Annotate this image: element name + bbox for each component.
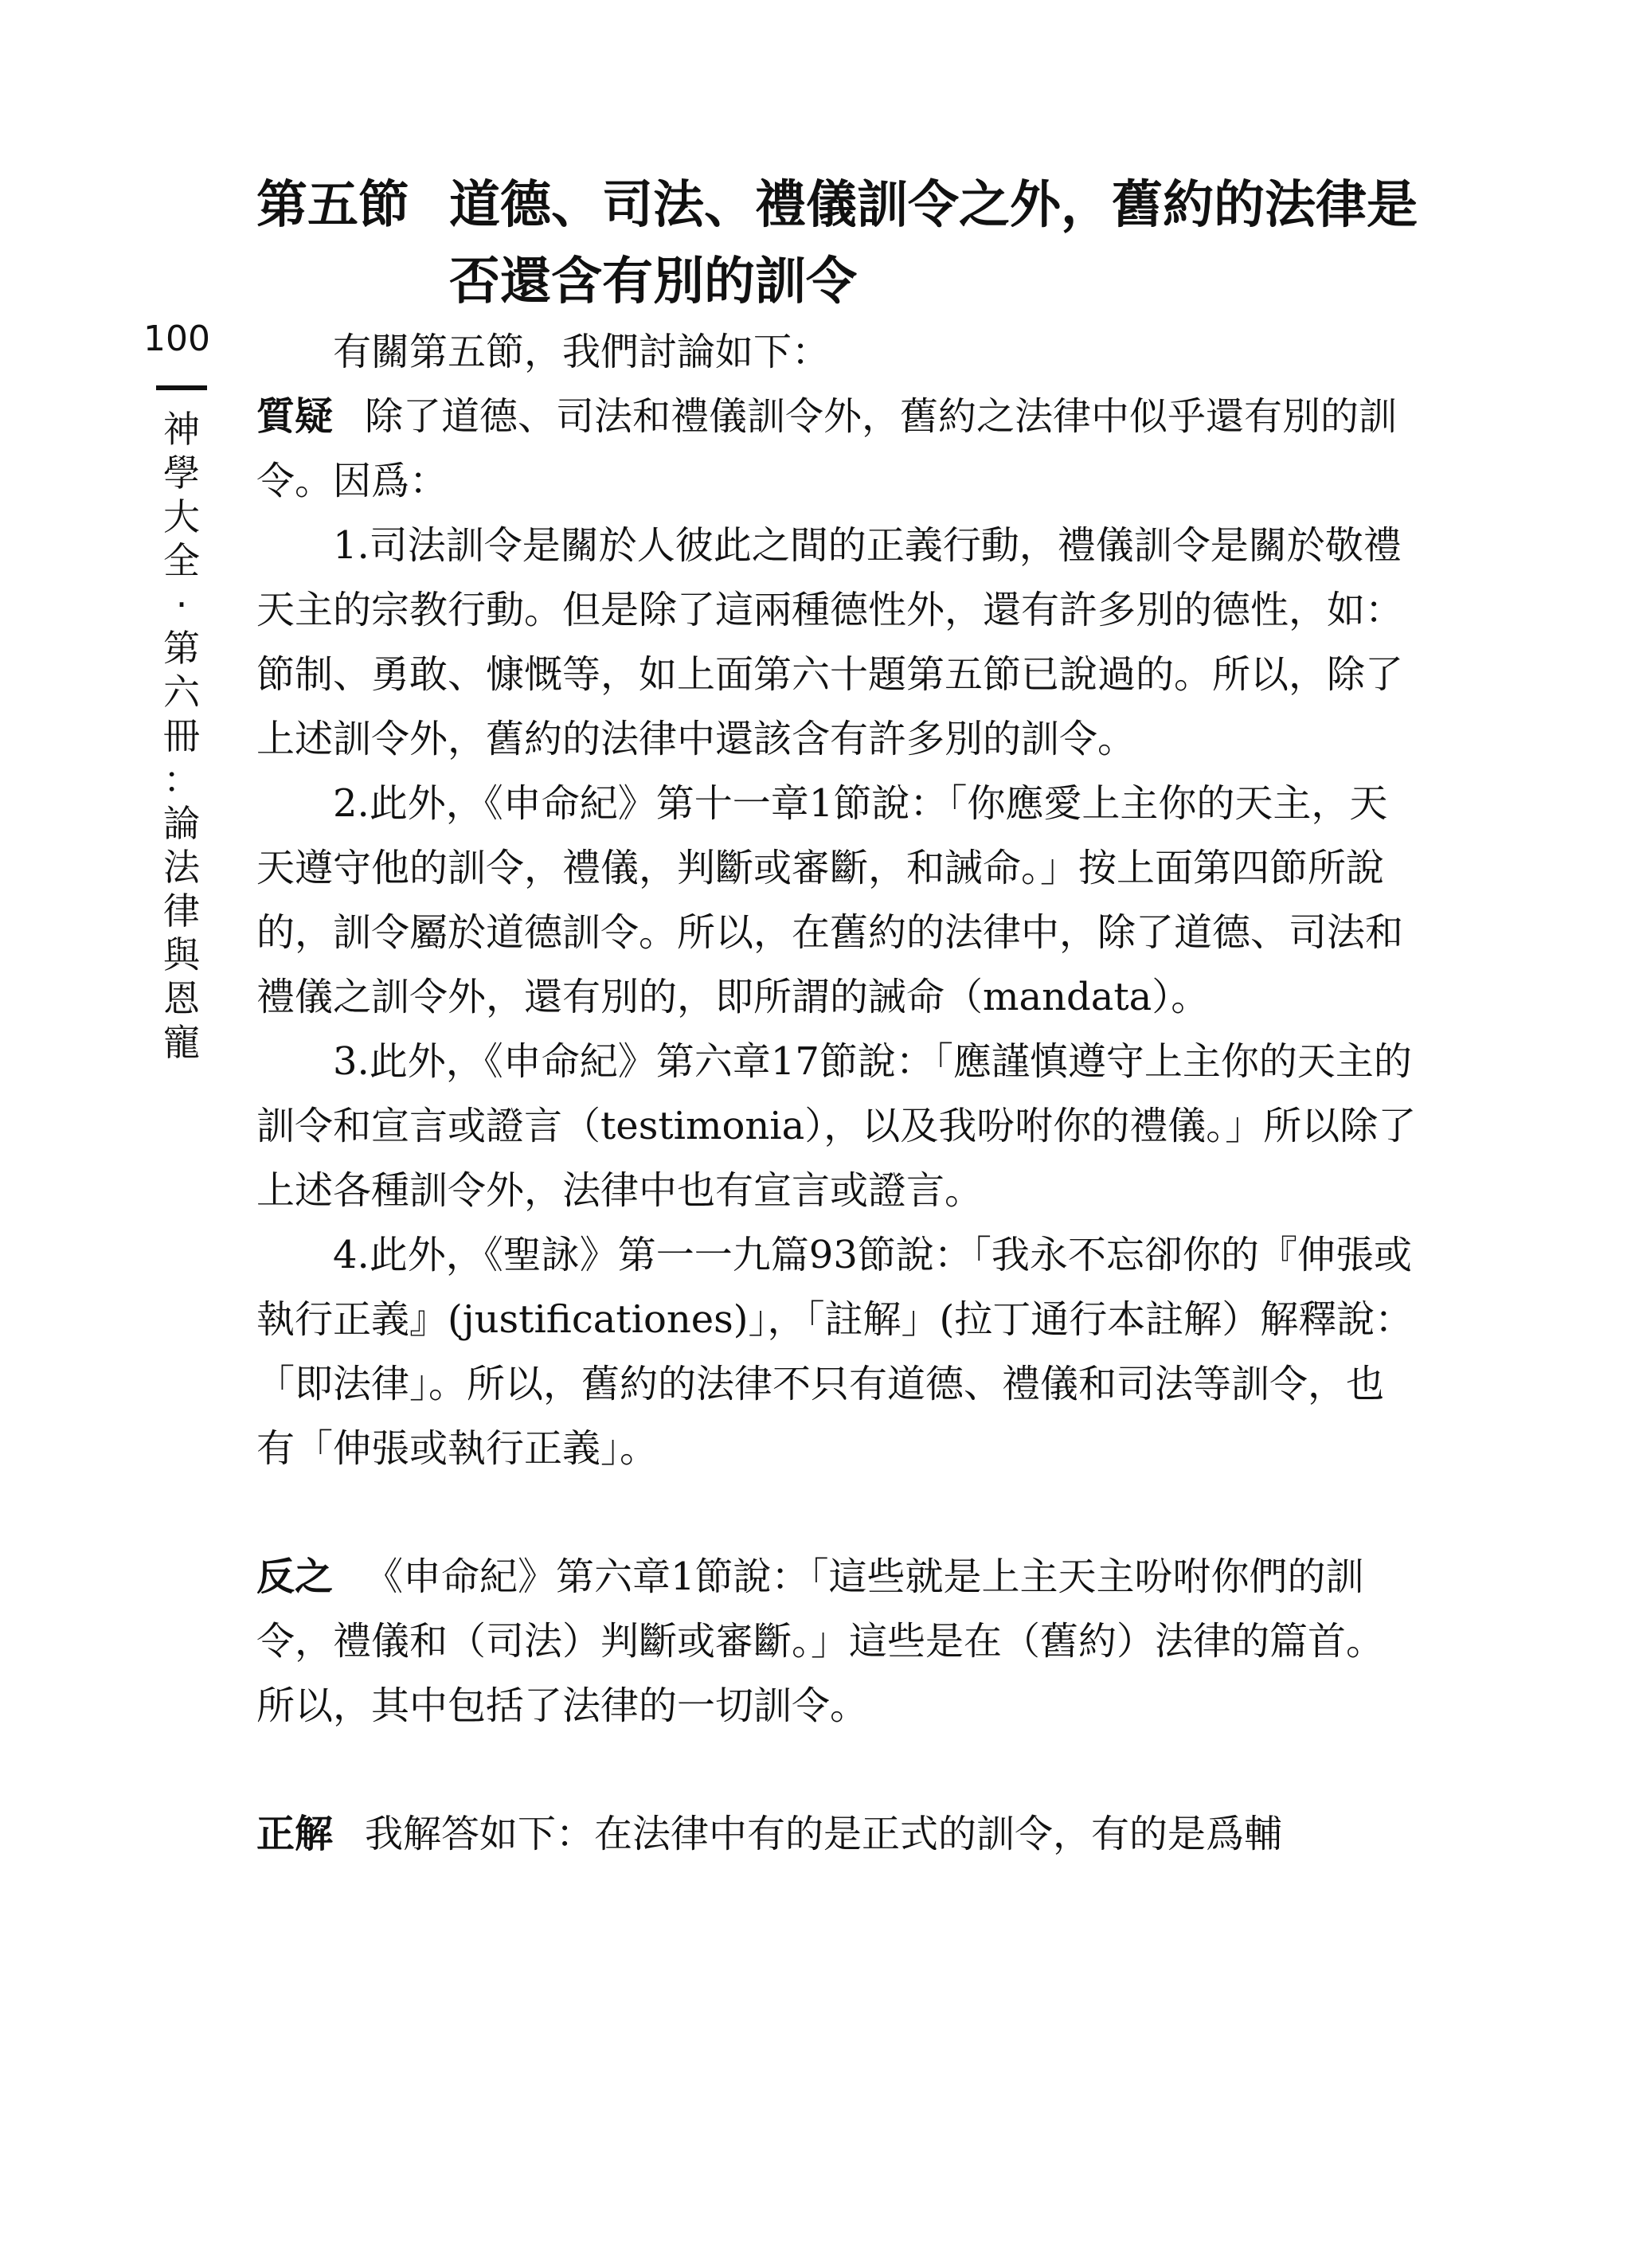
running-title-char: 第 bbox=[163, 627, 200, 670]
sed-contra-paragraph bbox=[256, 1545, 1419, 1738]
running-title-char: 全 bbox=[163, 539, 200, 582]
body-text bbox=[256, 320, 1419, 1867]
running-title-char: 大 bbox=[163, 495, 200, 538]
running-title-char: 六 bbox=[163, 671, 200, 714]
section-heading bbox=[256, 167, 1419, 320]
page-number: 100 bbox=[143, 319, 210, 359]
running-title-char: 法 bbox=[163, 846, 200, 889]
page-content bbox=[256, 167, 1419, 1867]
side-rule bbox=[156, 385, 207, 390]
running-title-char: 與 bbox=[163, 933, 200, 976]
running-title-char: 恩 bbox=[163, 977, 200, 1020]
objection-point-4: 4.此外，《聖詠》第一一九篇93節說：「我永不忘卻你的『伸張或執行正義』(justificationes)」，「註解」(拉丁通行本註解）解釋說：「即法律」。所以，舊約的法律不只有道德、禮儀和司法等訓令，也有「伸張或執行正義」。 bbox=[256, 1233, 1414, 1471]
objection-text: 除了道德、司法和禮儀訓令外，舊約之法律中似乎還有別的訓令。因爲： bbox=[256, 394, 1398, 503]
response-label: 正解 bbox=[256, 1812, 334, 1856]
objection-point-2: 2.此外，《申命紀》第十一章1節說：「你應愛上主你的天主，天天遵守他的訓令，禮儀，判斷或審斷，和誡命。」按上面第四節所說的，訓令屬於道德訓令。所以，在舊約的法律中，除了道德、司法和禮儀之訓令外，還有別的，即所謂的誡命（mandata）。 bbox=[256, 781, 1404, 1019]
running-title-char: 論 bbox=[163, 802, 200, 845]
section-title: 道德、司法、禮儀訓令之外，舊約的法律是否還含有別的訓令 bbox=[449, 175, 1418, 311]
objection-point-3: 3.此外，《申命紀》第六章17節說：「應謹慎遵守上主你的天主的訓令和宣言或證言（testimonia），以及我吩咐你的禮儀。」所以除了上述各種訓令外，法律中也有宣言或證言。 bbox=[256, 1039, 1417, 1213]
sed-contra-text: 《申命紀》第六章1節說：「這些就是上主天主吩咐你們的訓令，禮儀和（司法）判斷或審斷。」這些是在（舊約）法律的篇首。所以，其中包括了法律的一切訓令。 bbox=[256, 1554, 1385, 1728]
objection-paragraph bbox=[256, 385, 1419, 514]
running-title bbox=[158, 408, 205, 1065]
response-text: 我解答如下：在法律中有的是正式的訓令，有的是爲輔 bbox=[365, 1812, 1283, 1856]
running-title-char: 學 bbox=[163, 452, 200, 495]
sed-contra-label: 反之 bbox=[256, 1554, 334, 1599]
section-number: 第五節 bbox=[256, 175, 409, 235]
response-paragraph bbox=[256, 1802, 1419, 1867]
intro-paragraph: 有關第五節，我們討論如下： bbox=[333, 330, 831, 374]
spacer bbox=[256, 1738, 1419, 1802]
running-title-char: 神 bbox=[163, 408, 200, 451]
running-title-char: 寵 bbox=[163, 1021, 200, 1064]
objection-point-1: 1.司法訓令是關於人彼此之間的正義行動，禮儀訓令是關於敬禮天主的宗教行動。但是除了這兩種德性外，還有許多別的德性，如：節制、勇敢、慷慨等，如上面第六十題第五節已說過的。所以，除了上述訓令外，舊約的法律中還該含有許多別的訓令。 bbox=[256, 523, 1404, 761]
running-title-char: 冊 bbox=[163, 714, 200, 757]
objection-label: 質疑 bbox=[256, 394, 334, 439]
running-title-char: · bbox=[175, 583, 188, 626]
running-title-char: 律 bbox=[163, 890, 200, 933]
spacer bbox=[256, 1481, 1419, 1545]
running-title-char: ： bbox=[163, 758, 200, 801]
